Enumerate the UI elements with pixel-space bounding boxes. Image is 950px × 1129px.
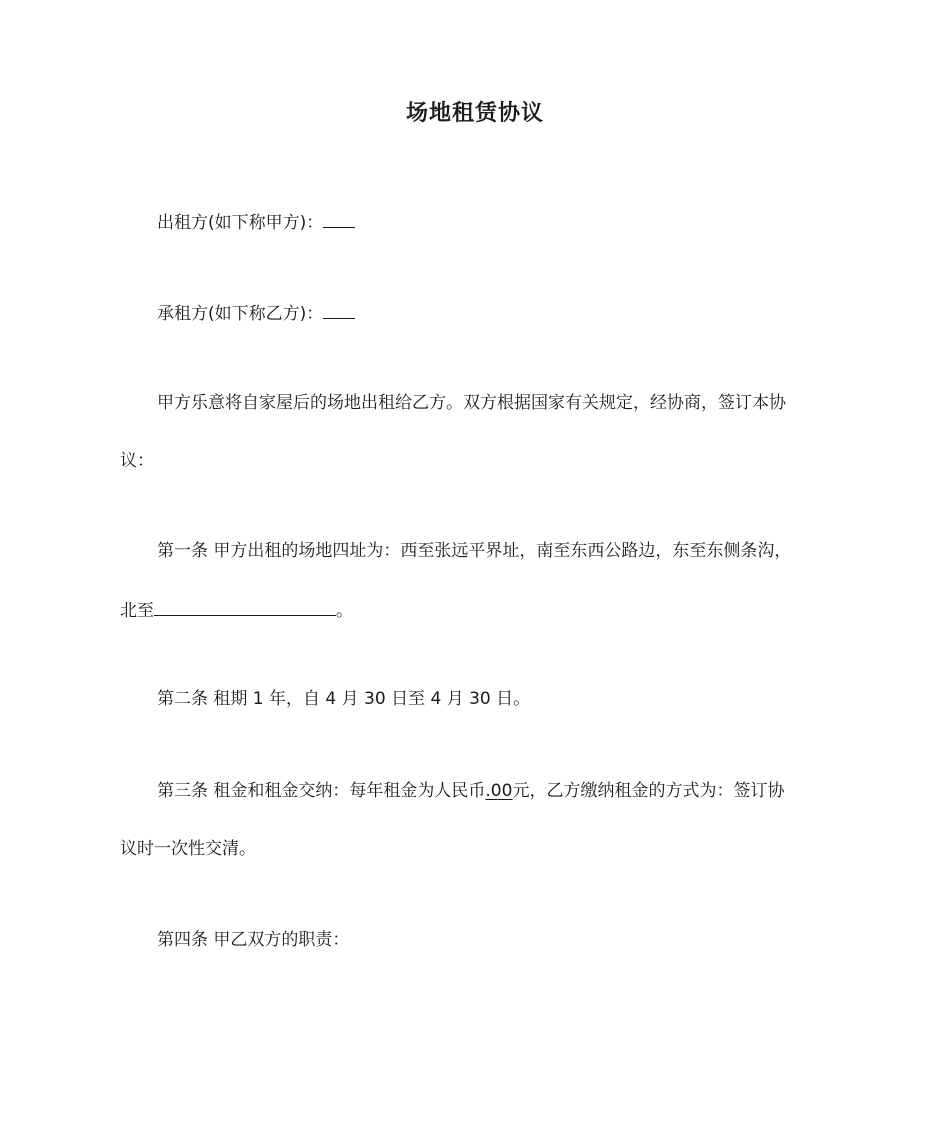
article-2-line: 第二条 租期 1 年，自 4 月 30 日至 4 月 30 日。 — [157, 689, 531, 709]
article-3-prefix: 第三条 租金和租金交纳：每年租金为人民币 — [157, 781, 486, 801]
document-title: 场地租赁协议 — [405, 101, 544, 126]
article-1-prefix: 北至 — [120, 601, 154, 621]
article-3-suffix: 元，乙方缴纳租金的方式为：签订协 — [512, 781, 785, 801]
article-1-suffix: 。 — [336, 601, 353, 621]
article-4-line: 第四条 甲乙双方的职责： — [157, 930, 350, 950]
lessor-label: 出租方(如下称甲方)： — [157, 213, 324, 233]
lessor-line — [120, 208, 877, 236]
lessee-blank — [323, 299, 355, 319]
article-3-amount: .00 — [485, 781, 513, 801]
lessee-line — [120, 299, 877, 327]
lessee-label: 承租方(如下称乙方)： — [157, 304, 324, 324]
article-3-line-2: 议时一次性交清。 — [120, 839, 256, 859]
article-3-line-1 — [120, 778, 877, 804]
lessor-blank — [323, 208, 355, 228]
article-1-line-1: 第一条 甲方出租的场地四址为：西至张远平界址，南至东西公路边，东至东侧条沟， — [157, 541, 792, 561]
preamble-line-2: 议： — [120, 451, 154, 471]
preamble-line-1: 甲方乐意将自家屋后的场地出租给乙方。双方根据国家有关规定，经协商，签订本协 — [157, 393, 786, 413]
article-1-blank — [154, 596, 336, 616]
article-1-line-2 — [120, 596, 840, 624]
